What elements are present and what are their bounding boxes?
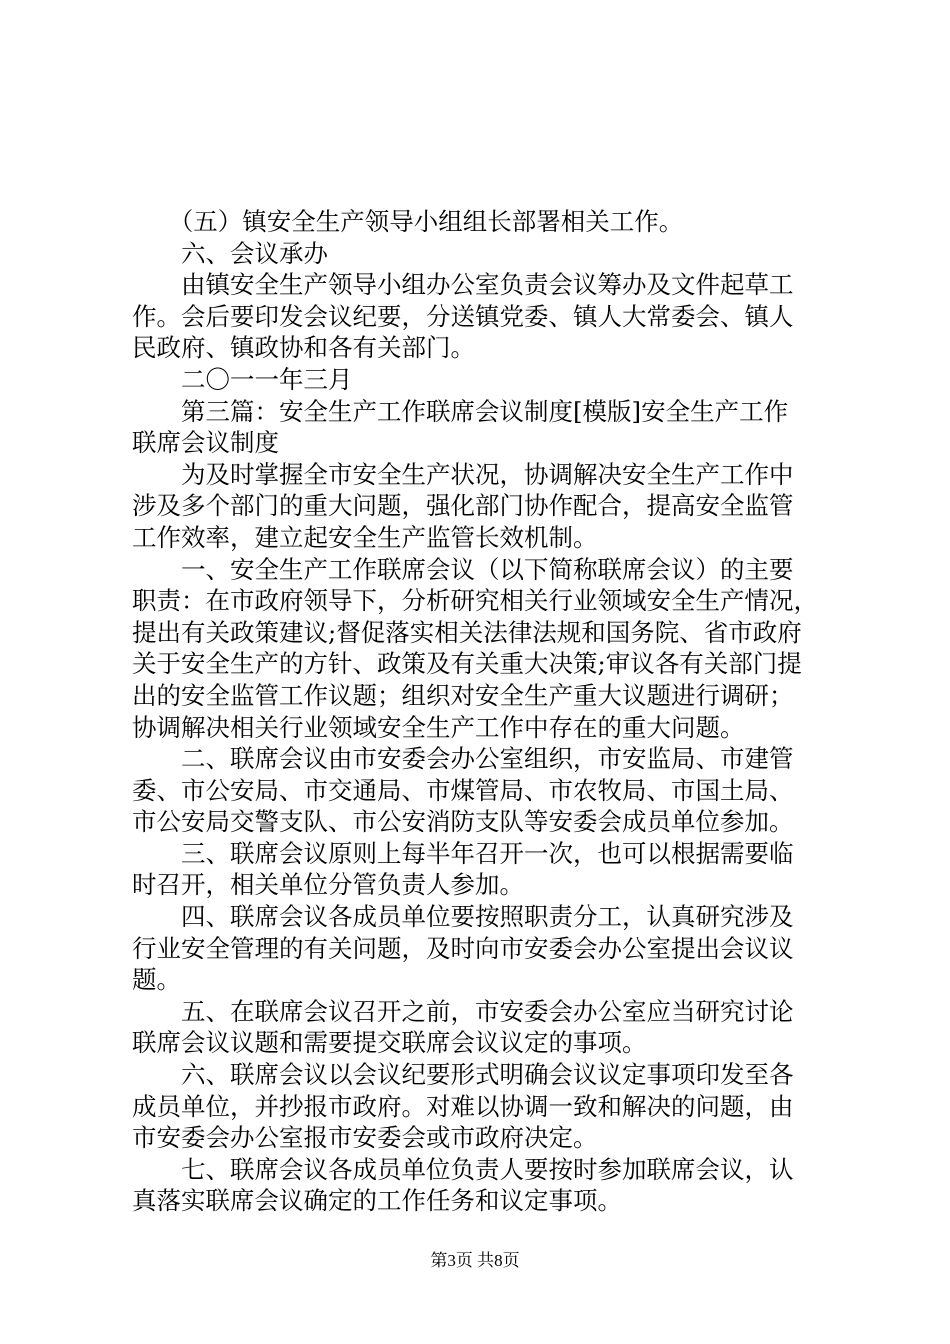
text-line: 关于安全生产的方针、政策及有关重大决策;审议各有关部门提: [132, 649, 802, 679]
text-line: 六、联席会议以会议纪要形式明确会议议定事项印发至各: [132, 1060, 794, 1090]
text-line: 涉及多个部门的重大问题，强化部门协作配合，提高安全监管: [132, 491, 794, 521]
text-line: 作。会后要印发会议纪要，分送镇党委、镇人大常委会、镇人: [132, 301, 794, 331]
text-line: 行业安全管理的有关问题，及时向市安委会办公室提出会议议: [132, 933, 794, 963]
text-line: 五、在联席会议召开之前，市安委会办公室应当研究讨论: [132, 996, 794, 1026]
text-line: 七、联席会议各成员单位负责人要按时参加联席会议，认: [132, 1154, 794, 1184]
text-line: 市安委会办公室报市安委会或市政府决定。: [132, 1123, 598, 1153]
text-line: 联席会议议题和需要提交联席会议议定的事项。: [132, 1028, 647, 1058]
text-line: 工作效率，建立起安全生产监管长效机制。: [132, 522, 598, 552]
text-line: 时召开，相关单位分管负责人参加。: [132, 870, 524, 900]
text-line: 真落实联席会议确定的工作任务和议定事项。: [132, 1186, 622, 1216]
text-line: 题。: [132, 965, 181, 995]
text-line: 二〇一一年三月: [132, 364, 353, 394]
text-line: 联席会议制度: [132, 428, 279, 458]
text-line: 六、会议承办: [132, 238, 328, 268]
text-line: 成员单位，并抄报市政府。对难以协调一致和解决的问题，由: [132, 1091, 794, 1121]
text-line: （五）镇安全生产领导小组组长部署相关工作。: [132, 207, 684, 236]
body-text: [132, 206, 832, 1217]
text-line: 二、联席会议由市安委会办公室组织，市安监局、市建管: [132, 744, 794, 774]
text-line: 民政府、镇政协和各有关部门。: [132, 333, 475, 363]
text-line: 第三篇：安全生产工作联席会议制度[模版]安全生产工作: [132, 396, 789, 426]
text-line: 一、安全生产工作联席会议（以下简称联席会议）的主要: [132, 554, 794, 584]
text-line: 职责：在市政府领导下，分析研究相关行业领域安全生产情况，: [132, 586, 818, 616]
text-line: 四、联席会议各成员单位要按照职责分工，认真研究涉及: [132, 902, 794, 932]
text-line: 提出有关政策建议;督促落实相关法律法规和国务院、省市政府: [132, 617, 802, 647]
text-line: 由镇安全生产领导小组办公室负责会议筹办及文件起草工: [132, 270, 794, 300]
text-line: 为及时掌握全市安全生产状况，协调解决安全生产工作中: [132, 459, 794, 489]
text-line: 出的安全监管工作议题；组织对安全生产重大议题进行调研；: [132, 680, 794, 710]
text-line: 协调解决相关行业领域安全生产工作中存在的重大问题。: [132, 712, 745, 742]
text-line: 委、市公安局、市交通局、市煤管局、市农牧局、市国土局、: [132, 775, 794, 805]
text-line: 市公安局交警支队、市公安消防支队等安委会成员单位参加。: [132, 807, 794, 837]
page-footer: 第3页 共8页: [430, 1251, 520, 1270]
text-line: 三、联席会议原则上每半年召开一次，也可以根据需要临: [132, 838, 794, 868]
